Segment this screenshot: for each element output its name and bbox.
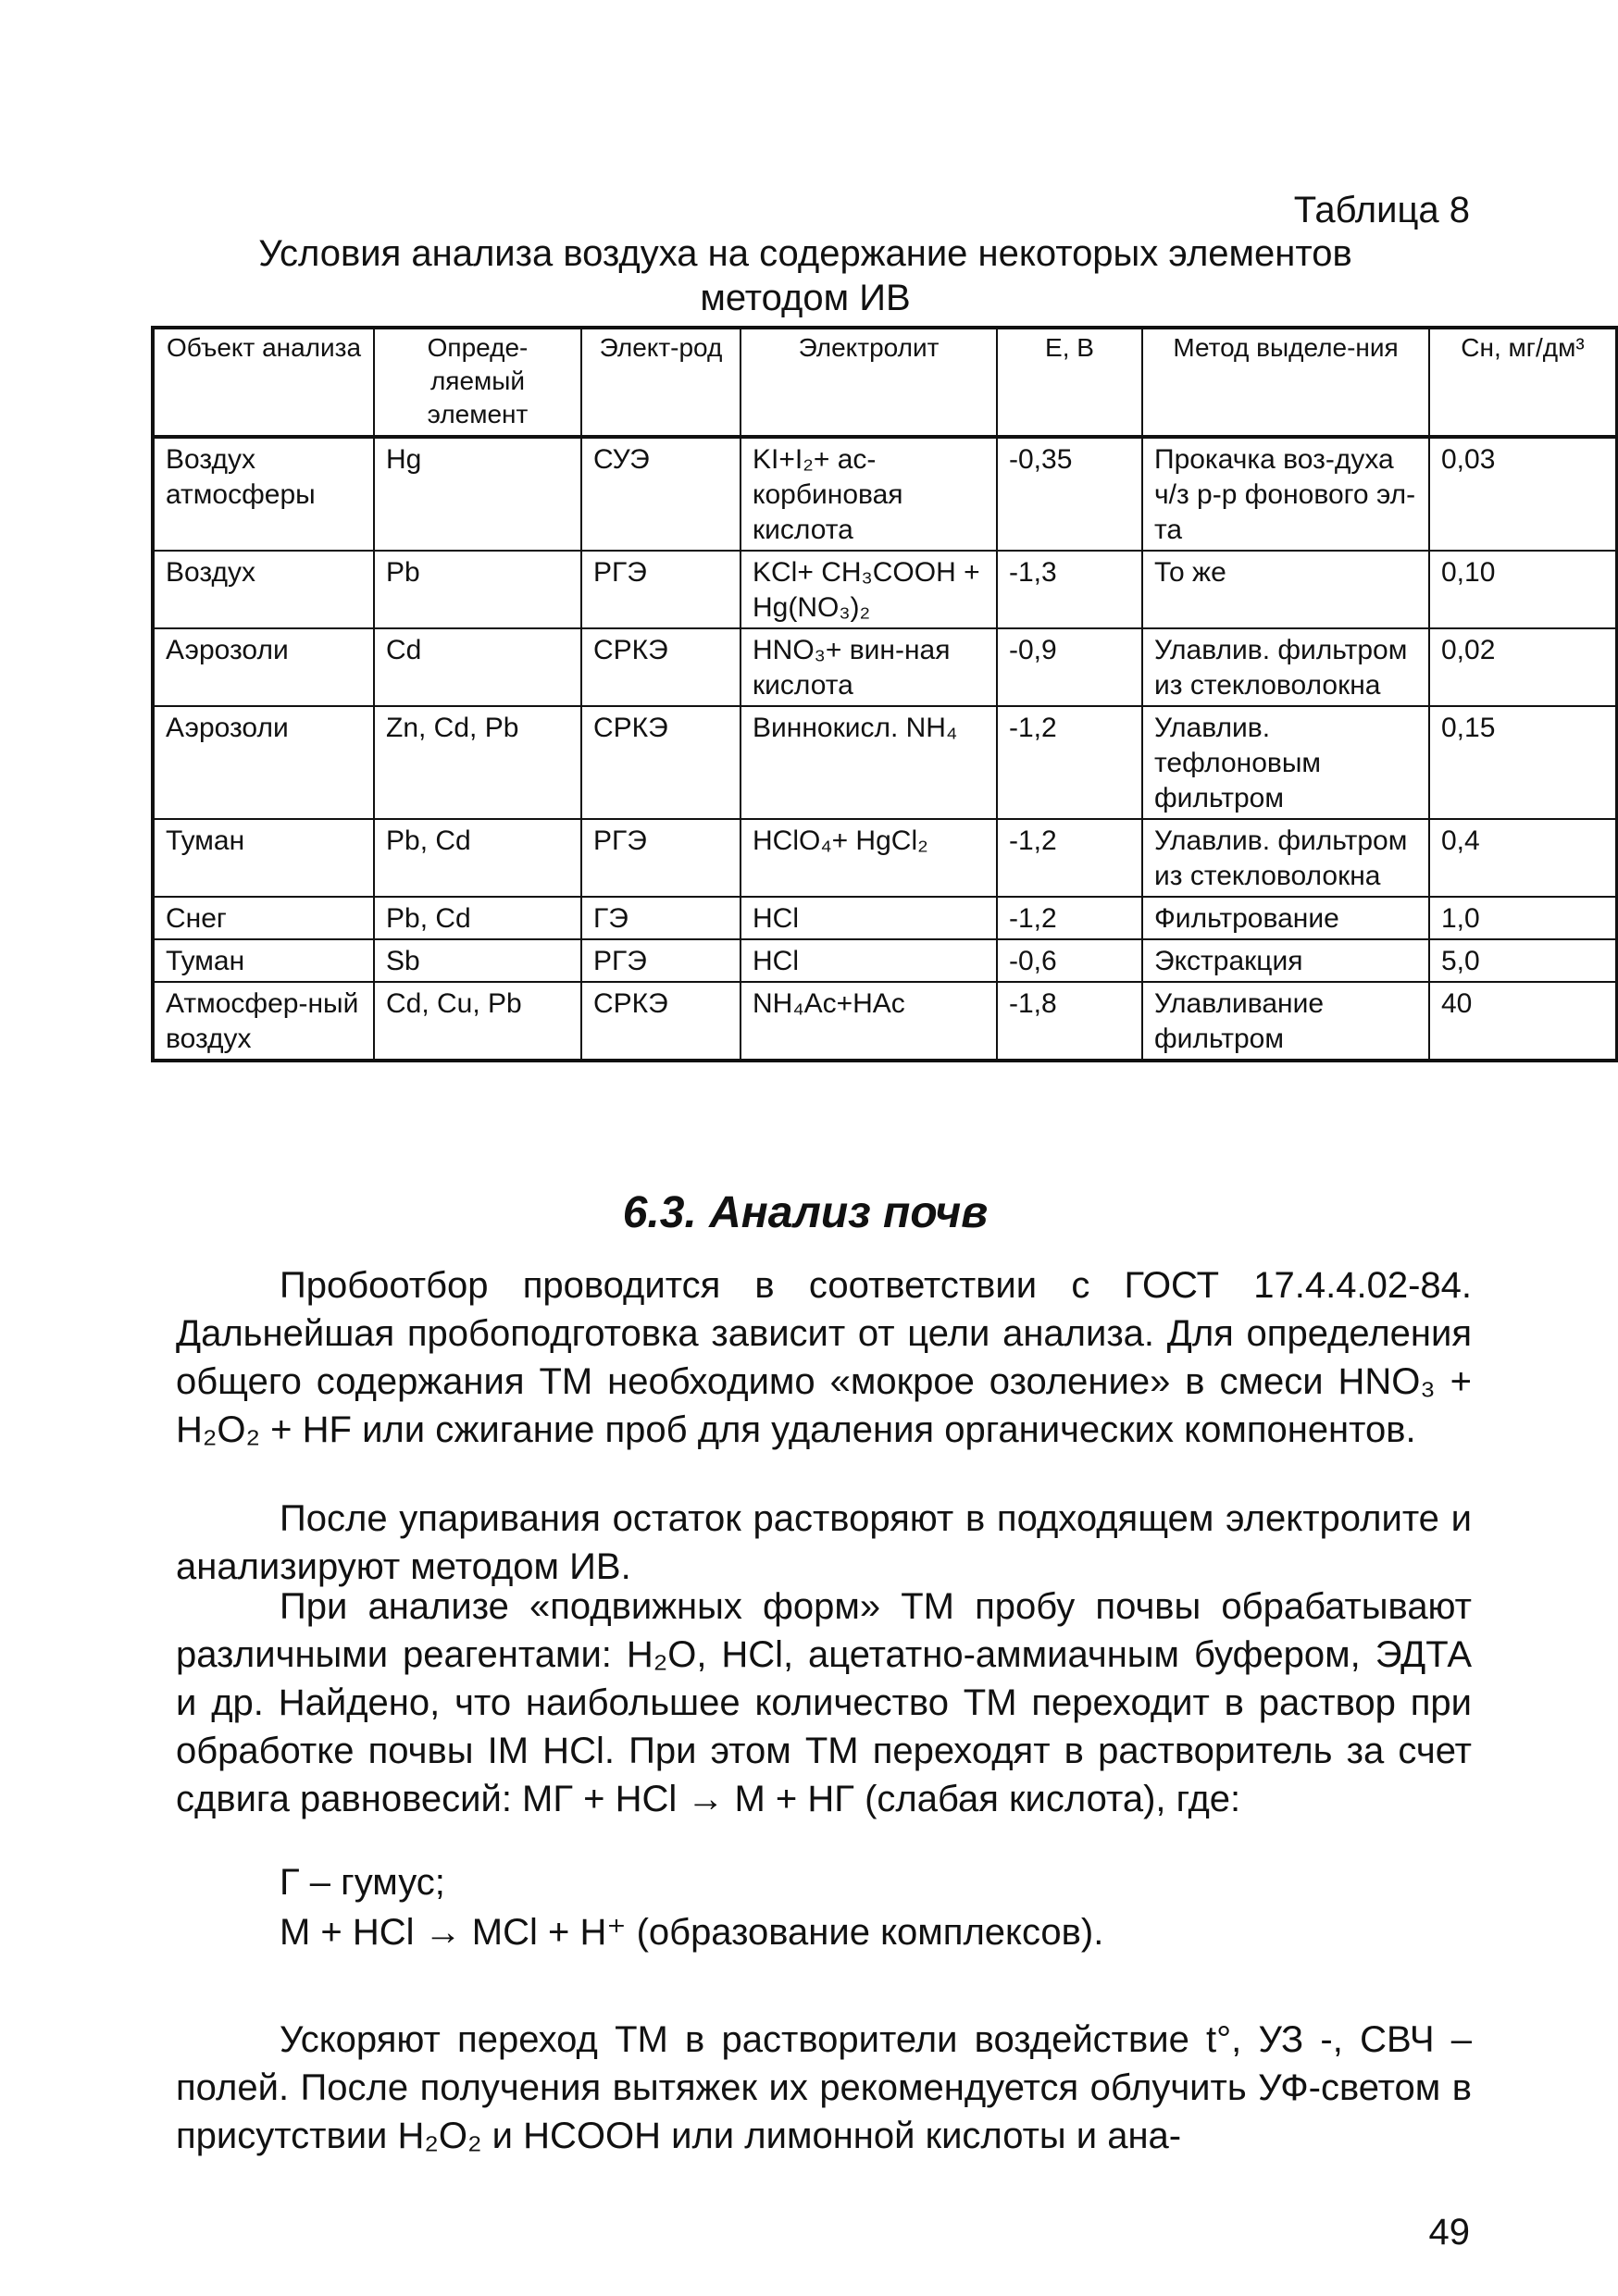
table-header-row	[153, 328, 1617, 437]
cell-electrode: РГЭ	[581, 819, 741, 897]
table-row	[153, 551, 1617, 628]
table-row	[153, 982, 1617, 1061]
cell-electrode: ГЭ	[581, 897, 741, 939]
table-row	[153, 706, 1617, 819]
definition-humus: Г – гумус;	[280, 1862, 445, 1903]
cell-object: Аэрозоли	[153, 628, 374, 706]
cell-potential: -1,2	[997, 897, 1142, 939]
cell-electrolyte: KCl+ CH₃COOH + Hg(NO₃)₂	[741, 551, 997, 628]
cell-electrolyte: HCl	[741, 897, 997, 939]
reaction-equation: M + HCl → MCl + H⁺ (образование комплексов).	[280, 1912, 1104, 1953]
cell-concentration: 0,10	[1429, 551, 1617, 628]
cell-method: То же	[1142, 551, 1429, 628]
cell-object: Воздух	[153, 551, 374, 628]
table-row	[153, 819, 1617, 897]
cell-concentration: 0,4	[1429, 819, 1617, 897]
paragraph-evaporation: После упаривания остаток растворяют в подходящем электролите и анализируют методом ИВ.	[176, 1498, 1472, 1587]
cell-electrolyte: Виннокисл. NH₄	[741, 706, 997, 819]
paragraph-acceleration: Ускоряют переход ТМ в растворители воздействие t°, УЗ -, СВЧ – полей. После получения вытяжек их рекомендуется облучить УФ-светом в присутствии H₂O₂ и HCOOH или лимонной кислоты и ана-	[176, 2019, 1472, 2156]
cell-concentration: 0,02	[1429, 628, 1617, 706]
cell-concentration: 40	[1429, 982, 1617, 1061]
cell-object: Туман	[153, 939, 374, 982]
cell-potential: -0,6	[997, 939, 1142, 982]
cell-method: Улавливание фильтром	[1142, 982, 1429, 1061]
header-method: Метод выделе-ния	[1142, 328, 1429, 437]
cell-element: Pb	[374, 551, 581, 628]
table-row	[153, 628, 1617, 706]
header-potential: Е, В	[997, 328, 1142, 437]
cell-potential: -1,2	[997, 706, 1142, 819]
cell-method: Фильтрование	[1142, 897, 1429, 939]
cell-object: Туман	[153, 819, 374, 897]
cell-potential: -0,35	[997, 437, 1142, 551]
cell-method: Экстракция	[1142, 939, 1429, 982]
cell-electrode: РГЭ	[581, 939, 741, 982]
cell-object: Воздух атмосферы	[153, 437, 374, 551]
cell-method: Улавлив. фильтром из стекловолокна	[1142, 819, 1429, 897]
header-electrolyte: Электролит	[741, 328, 997, 437]
cell-element: Hg	[374, 437, 581, 551]
cell-electrolyte: NH₄Ac+HAc	[741, 982, 997, 1061]
table-title-line1: Условия анализа воздуха на содержание некоторых элементов	[258, 233, 1352, 274]
cell-electrode: СРКЭ	[581, 982, 741, 1061]
table-row	[153, 897, 1617, 939]
header-element: Опреде-ляемый элемент	[374, 328, 581, 437]
section-title: 6.3. Анализ почв	[622, 1188, 989, 1237]
cell-element: Sb	[374, 939, 581, 982]
cell-electrode: СУЭ	[581, 437, 741, 551]
paragraph-sampling: Пробоотбор проводится в соответствии с ГОСТ 17.4.4.02-84. Дальнейшая пробоподготовка зависит от цели анализа. Для определения общего содержания ТМ необходимо «мокрое озоление» в смеси HNO₃ + H₂O₂ + HF или сжигание проб для удаления органических компонентов.	[176, 1265, 1472, 1450]
table-title	[148, 231, 1462, 320]
cell-method: Прокачка воз-духа ч/з р-р фонового эл-та	[1142, 437, 1429, 551]
cell-potential: -1,8	[997, 982, 1142, 1061]
cell-concentration: 0,15	[1429, 706, 1617, 819]
cell-element: Pb, Cd	[374, 819, 581, 897]
cell-potential: -1,2	[997, 819, 1142, 897]
cell-method: Улавлив. тефлоновым фильтром	[1142, 706, 1429, 819]
header-electrode: Элект-род	[581, 328, 741, 437]
table-row	[153, 939, 1617, 982]
table-row	[153, 437, 1617, 551]
cell-potential: -0,9	[997, 628, 1142, 706]
cell-element: Pb, Cd	[374, 897, 581, 939]
cell-concentration: 0,03	[1429, 437, 1617, 551]
cell-electrolyte: HNO₃+ вин-ная кислота	[741, 628, 997, 706]
cell-object: Снег	[153, 897, 374, 939]
cell-object: Атмосфер-ный воздух	[153, 982, 374, 1061]
cell-element: Cd	[374, 628, 581, 706]
paragraph-mobile-forms: При анализе «подвижных форм» ТМ пробу почвы обрабатывают различными реагентами: H₂O, HCl, ацетатно-аммиачным буфером, ЭДТА и др. Найдено, что наибольшее количество ТМ переходит в раствор при обработке почвы IM HCl. При этом ТМ переходят в растворитель за счет сдвига равновесий: МГ + HCl → M + НГ (слабая кислота), где:	[176, 1586, 1472, 1819]
cell-electrode: РГЭ	[581, 551, 741, 628]
cell-element: Cd, Cu, Pb	[374, 982, 581, 1061]
cell-concentration: 5,0	[1429, 939, 1617, 982]
analysis-conditions-table	[151, 326, 1618, 1062]
page-number: 49	[1428, 2212, 1470, 2253]
cell-electrode: СРКЭ	[581, 706, 741, 819]
cell-electrolyte: HClO₄+ HgCl₂	[741, 819, 997, 897]
cell-potential: -1,3	[997, 551, 1142, 628]
table-number: Таблица 8	[1293, 190, 1470, 230]
cell-electrolyte: KI+I₂+ ас-корбиновая кислота	[741, 437, 997, 551]
cell-electrode: СРКЭ	[581, 628, 741, 706]
cell-method: Улавлив. фильтром из стекловолокна	[1142, 628, 1429, 706]
cell-electrolyte: HCl	[741, 939, 997, 982]
header-object: Объект анализа	[153, 328, 374, 437]
cell-element: Zn, Cd, Pb	[374, 706, 581, 819]
table-title-line2: методом ИВ	[700, 278, 911, 318]
cell-object: Аэрозоли	[153, 706, 374, 819]
cell-concentration: 1,0	[1429, 897, 1617, 939]
header-concentration: Сн, мг/дм³	[1429, 328, 1617, 437]
